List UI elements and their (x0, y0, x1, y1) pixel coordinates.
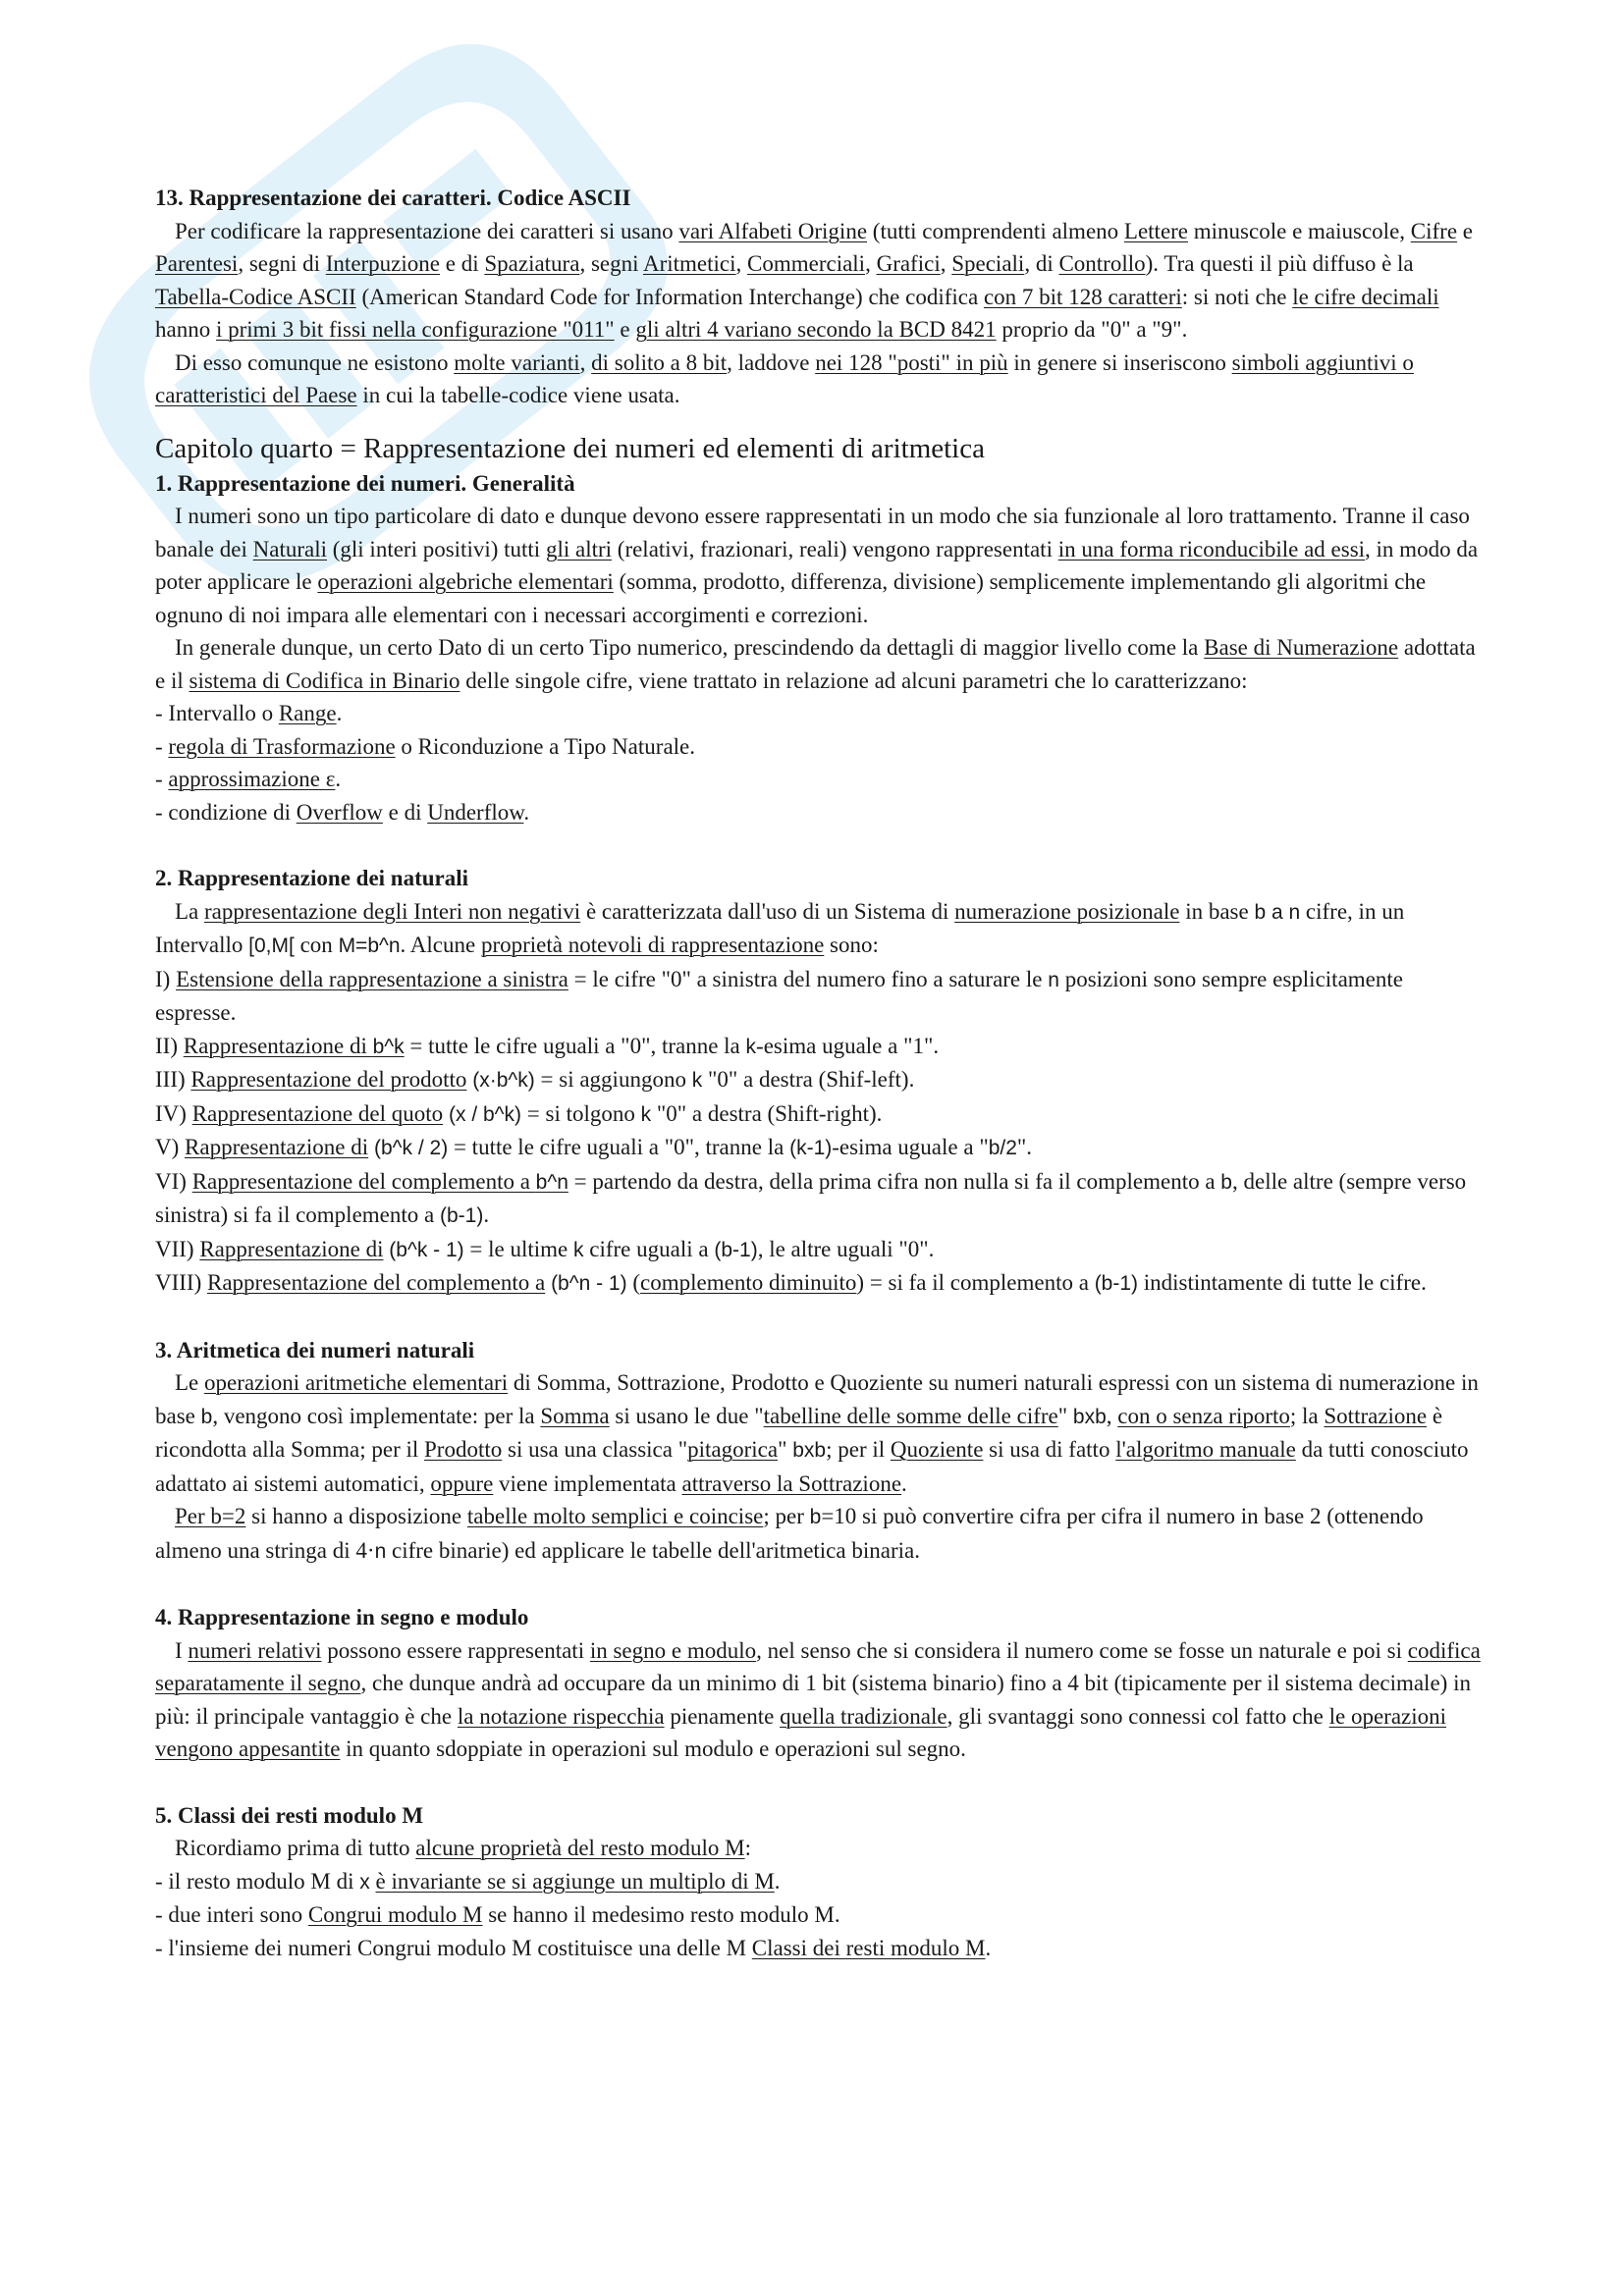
section-1-list-item: - Intervallo o Range. (155, 701, 343, 725)
section-4-paragraph-1: I numeri relativi possono essere rappresentati in segno e modulo, nel senso che si considera il numero come se fosse un naturale e poi si codifica separatamente il segno, che dunque andrà ad occupare da un minimo di 1 bit (sistema binario) fino a 4 bit (tipicamente per il sistema decimale) in più: il principale vantaggio è che la notazione rispecchia pienamente quella tradizionale, gli svantaggi sono connessi col fatto che le operazioni vengono appesantite in quanto sdoppiate in operazioni sul modulo e operazioni sul segno. (155, 1637, 1481, 1761)
section-5-list-item: - l'insieme dei numeri Congrui modulo M costituisce una delle M Classi dei resti modulo M. (155, 1935, 992, 1960)
property-item-1: I) Estensione della rappresentazione a sinistra = le cifre "0" a sinistra del numero fino a saturare le n posizioni sono sempre esplicitamente espresse. (155, 966, 1403, 1025)
property-item-4: IV) Rappresentazione del quoto (x / b^k) = si tolgono k "0" a destra (Shift-right). (155, 1100, 883, 1126)
section-1-paragraph-1: I numeri sono un tipo particolare di dato e dunque devono essere rappresentati in un modo che sia funzionale al loro trattamento. Tranne il caso banale dei Naturali (gli interi positivi) tutti gli altri (relativi, frazionari, reali) vengono rappresentati in una forma riconducibile ad essi, in modo da poter applicare le operazioni algebriche elementari (somma, prodotto, differenza, divisione) semplicemente implementando gli algoritmi che ognuno di noi impara alle elementari con i necessari accorgimenti e correzioni. (155, 504, 1479, 627)
section-3-title: 3. Aritmetica dei numeri naturali (155, 1337, 475, 1362)
chapter-title: Capitolo quarto = Rappresentazione dei numeri ed elementi di aritmetica (155, 432, 985, 464)
section-13-paragraph-1: Per codificare la rappresentazione dei caratteri si usano vari Alfabeti Origine (tutti comprendenti almeno Lettere minuscole e maiuscole, Cifre e Parentesi, segni di Interpuzione e di Spaziatura, segni Aritmetici, Commerciali, Grafici, Speciali, di Controllo). Tra questi il più diffuso è la Tabella-Codice ASCII (American Standard Code for Information Interchange) che codifica con 7 bit 128 caratteri: si noti che le cifre decimali hanno i primi 3 bit fissi nella configurazione "011" e gli altri 4 variano secondo la BCD 8421 proprio da "0" a "9". (155, 218, 1474, 342)
section-5-paragraph-1: Ricordiamo prima di tutto alcune proprietà del resto modulo M: (175, 1836, 752, 1860)
section-3-paragraph-1: Le operazioni aritmetiche elementari di Somma, Sottrazione, Prodotto e Quoziente su numeri naturali espressi con un sistema di numerazione in base b, vengono così implementate: per la Somma si usano le due "tabelline delle somme delle cifre" bxb, con o senza riporto; la Sottrazione è ricondotta alla Somma; per il Prodotto si usa una classica "pitagorica" bxb; per il Quoziente si usa di fatto l'algoritmo manuale da tutti conosciuto adattato ai sistemi automatici, oppure viene implementata attraverso la Sottrazione. (155, 1370, 1479, 1496)
property-item-5: V) Rappresentazione di (b^k / 2) = tutte le cifre uguali a "0", tranne la (k-1)-esima uguale a "b/2". (155, 1135, 1033, 1159)
section-1-title: 1. Rappresentazione dei numeri. Generalità (155, 470, 575, 496)
section-1-list-item: - approssimazione ε. (155, 767, 342, 791)
section-3-paragraph-2: Per b=2 si hanno a disposizione tabelle molto semplici e coincise; per b=10 si può convertire cifra per cifra il numero in base 2 (ottenendo almeno una stringa di 4·n cifre binarie) ed applicare le tabelle dell'aritmetica binaria. (155, 1504, 1424, 1563)
property-item-6: VI) Rappresentazione del complemento a b^n = partendo da destra, della prima cifra non nulla si fa il complemento a b, delle altre (sempre verso sinistra) si fa il complemento a (b-1). (155, 1168, 1467, 1227)
section-2-paragraph-1: La rappresentazione degli Interi non negativi è caratterizzata dall'uso di un Sistema di numerazione posizionale in base b a n cifre, in un Intervallo [0,M[ con M=b^n. Alcune proprietà notevoli di rappresentazione sono: (155, 898, 1405, 957)
section-1-paragraph-2: In generale dunque, un certo Dato di un certo Tipo numerico, prescindendo da dettagli di maggior livello come la Base di Numerazione adottata e il sistema di Codifica in Binario delle singole cifre, viene trattato in relazione ad alcuni parametri che lo caratterizzano: (155, 635, 1476, 693)
section-1-list-item: - regola di Trasformazione o Riconduzione a Tipo Naturale. (155, 733, 696, 759)
section-2-title: 2. Rappresentazione dei naturali (155, 866, 469, 890)
property-item-8: VIII) Rappresentazione del complemento a (b^n - 1) (complemento diminuito) = si fa il complemento a (b-1) indistintamente di tutte le cifre. (155, 1270, 1427, 1295)
section-5-list-item: - il resto modulo M di x è invariante se si aggiunge un multiplo di M. (155, 1868, 781, 1894)
section-4-title: 4. Rappresentazione in segno e modulo (155, 1605, 529, 1629)
document-page (155, 182, 1481, 1964)
section-13-title: 13. Rappresentazione dei caratteri. Codice ASCII (155, 186, 631, 210)
property-item-2: II) Rappresentazione di b^k = tutte le cifre uguali a "0", tranne la k-esima uguale a "1". (155, 1033, 940, 1058)
property-item-3: III) Rappresentazione del prodotto (x·b^k) = si aggiungono k "0" a destra (Shif-left). (155, 1067, 915, 1092)
section-5-title: 5. Classi dei resti modulo M (155, 1802, 424, 1828)
section-5-list-item: - due interi sono Congrui modulo M se hanno il medesimo resto modulo M. (155, 1902, 840, 1927)
section-1-list-item: - condizione di Overflow e di Underflow. (155, 799, 530, 825)
section-13-paragraph-2: Di esso comunque ne esistono molte varianti, di solito a 8 bit, laddove nei 128 "posti" in più in genere si inseriscono simboli aggiuntivi o caratteristici del Paese in cui la tabelle-codice viene usata. (155, 349, 1414, 407)
property-item-7: VII) Rappresentazione di (b^k - 1) = le ultime k cifre uguali a (b-1), le altre uguali "0". (155, 1236, 935, 1261)
